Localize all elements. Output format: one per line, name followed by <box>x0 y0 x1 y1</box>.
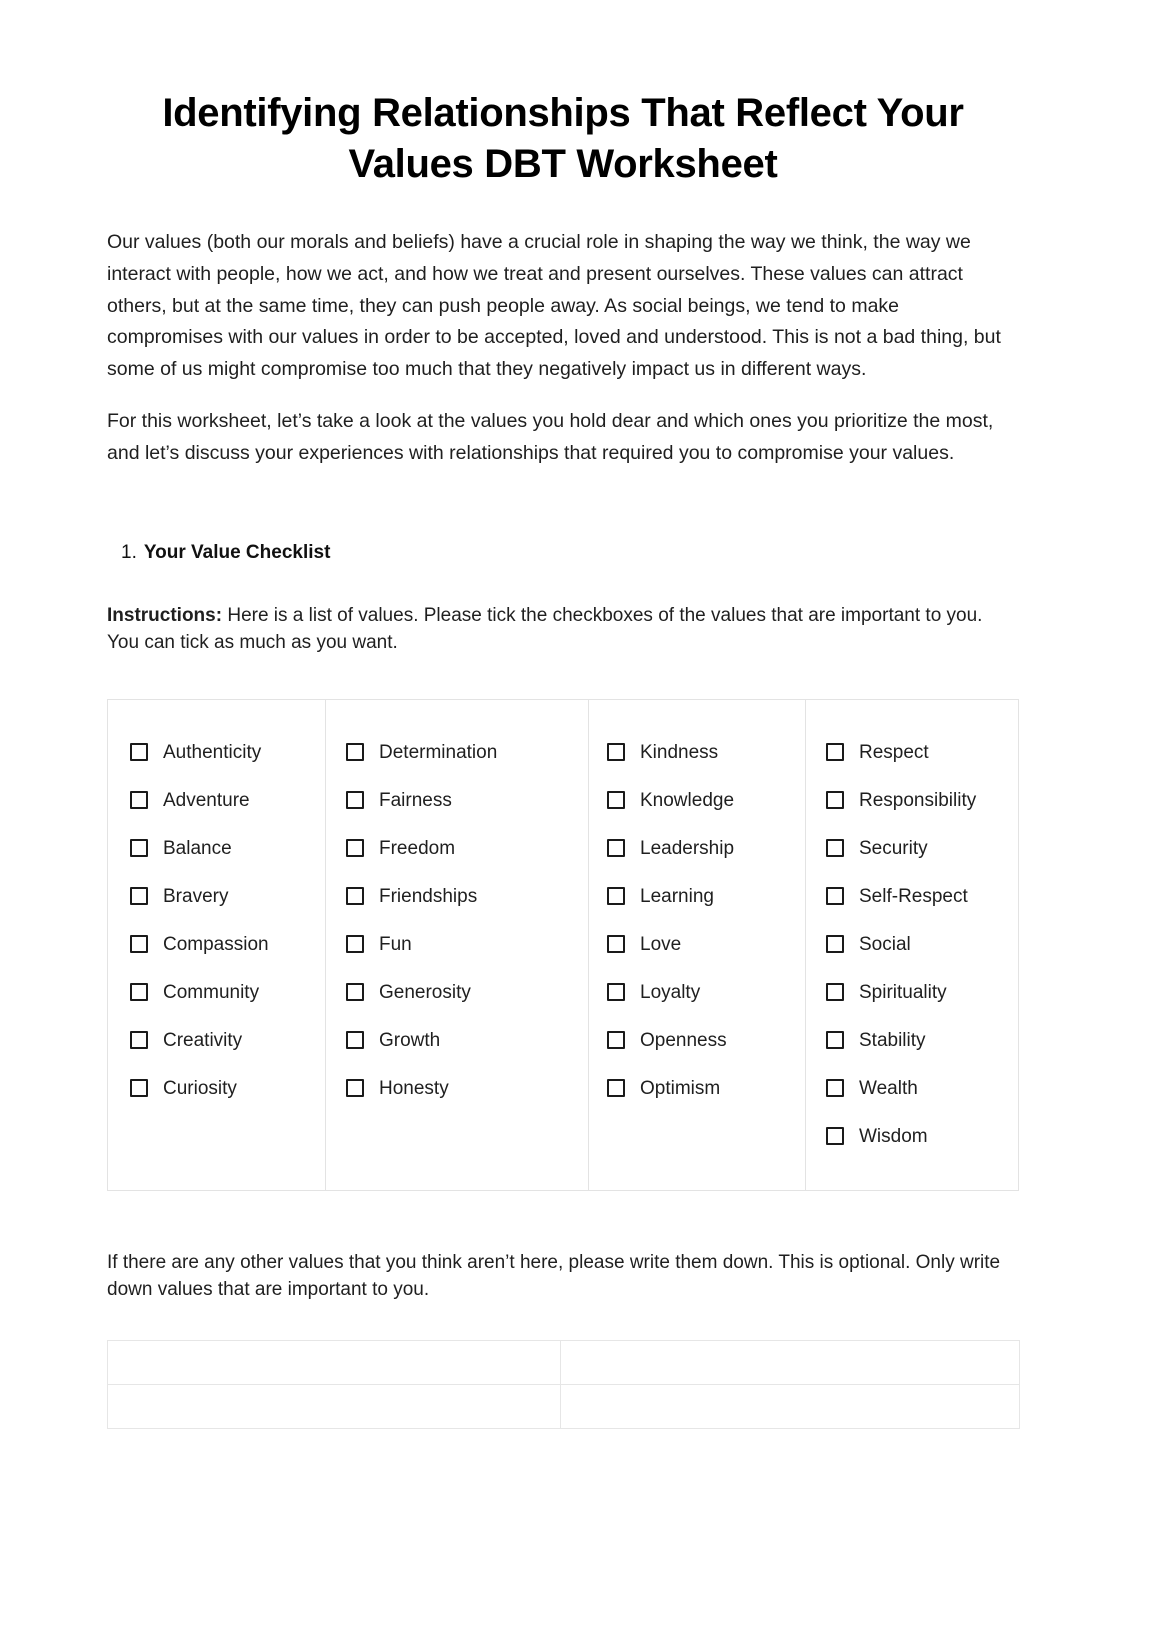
checkbox-icon[interactable] <box>607 887 625 905</box>
checkbox-icon[interactable] <box>607 1079 625 1097</box>
value-label: Honesty <box>379 1077 449 1099</box>
checkbox-icon[interactable] <box>130 887 148 905</box>
value-label: Community <box>163 981 260 1003</box>
list-item[interactable] <box>806 824 1020 872</box>
checkbox-icon[interactable] <box>826 983 844 1001</box>
value-label: Generosity <box>379 981 471 1003</box>
value-label: Fun <box>379 933 412 955</box>
value-label: Knowledge <box>640 789 735 811</box>
value-label: Friendships <box>379 885 478 907</box>
value-label: Spirituality <box>859 981 947 1003</box>
list-item[interactable] <box>108 728 325 776</box>
value-label: Kindness <box>640 741 719 763</box>
checklist-column-2 <box>326 700 589 1190</box>
list-item[interactable] <box>806 776 1020 824</box>
closing-note: If there are any other values that you think aren’t here, please write them down. This is optional. Only write down values that are important to you. <box>107 1252 1001 1301</box>
list-item[interactable] <box>589 1064 805 1112</box>
instructions-text: Here is a list of values. Please tick the checkboxes of the values that are important to you. You can tick as much as you want. <box>107 605 983 654</box>
checkbox-icon[interactable] <box>607 791 625 809</box>
list-item[interactable] <box>108 1016 325 1064</box>
list-item[interactable] <box>326 872 588 920</box>
list-item[interactable] <box>589 920 805 968</box>
value-label: Fairness <box>379 789 452 811</box>
other-value-cell[interactable] <box>561 1385 1020 1429</box>
page-title: Identifying Relationships That Reflect Your Values DBT Worksheet <box>162 91 964 187</box>
list-item[interactable] <box>806 968 1020 1016</box>
list-item[interactable] <box>589 824 805 872</box>
list-item[interactable] <box>806 1112 1020 1160</box>
list-item[interactable] <box>108 968 325 1016</box>
list-item[interactable] <box>108 1064 325 1112</box>
value-label: Loyalty <box>640 981 701 1003</box>
checkbox-icon[interactable] <box>346 1079 364 1097</box>
list-item[interactable] <box>589 1016 805 1064</box>
checkbox-icon[interactable] <box>130 791 148 809</box>
checkbox-icon[interactable] <box>607 935 625 953</box>
instructions-label: Instructions: <box>107 605 223 627</box>
checkbox-icon[interactable] <box>346 983 364 1001</box>
checkbox-icon[interactable] <box>130 983 148 1001</box>
list-item[interactable] <box>589 776 805 824</box>
intro-paragraph-1: Our values (both our morals and beliefs) have a crucial role in shaping the way we think, the way we interact with people, how we act, and how we treat and present ourselves. These values can attract others, but at the same time, they can push people away. As social beings, we tend to make compromises with our values in order to be accepted, loved and understood. This is not a bad thing, but some of us might compromise too much that they negatively impact us in different ways. <box>107 231 1001 380</box>
list-item[interactable] <box>326 1064 588 1112</box>
checkbox-icon[interactable] <box>130 935 148 953</box>
intro-paragraph-2: For this worksheet, let’s take a look at the values you hold dear and which ones you prioritize the most, and let’s discuss your experiences with relationships that required you to compromise your values. <box>107 410 994 464</box>
list-item[interactable] <box>806 1016 1020 1064</box>
value-label: Freedom <box>379 837 456 859</box>
value-label: Compassion <box>163 933 269 955</box>
value-label: Authenticity <box>163 741 262 763</box>
table-row <box>108 1341 1020 1385</box>
list-item[interactable] <box>326 728 588 776</box>
value-label: Openness <box>640 1029 727 1051</box>
list-item[interactable] <box>326 776 588 824</box>
list-item[interactable] <box>806 1064 1020 1112</box>
list-item[interactable] <box>108 776 325 824</box>
value-label: Learning <box>640 885 714 907</box>
value-label: Security <box>859 837 928 859</box>
value-label: Optimism <box>640 1077 721 1099</box>
value-label: Stability <box>859 1029 926 1051</box>
checkbox-icon[interactable] <box>826 935 844 953</box>
checkbox-icon[interactable] <box>607 983 625 1001</box>
document-content <box>107 0 1019 1429</box>
list-item[interactable] <box>589 872 805 920</box>
list-item[interactable] <box>326 824 588 872</box>
checkbox-icon[interactable] <box>130 839 148 857</box>
value-label: Curiosity <box>163 1077 237 1099</box>
section-title: Your Value Checklist <box>143 542 331 564</box>
checkbox-icon[interactable] <box>826 791 844 809</box>
value-label: Bravery <box>163 885 229 907</box>
checklist-column-4 <box>806 700 1020 1190</box>
table-row <box>108 1385 1020 1429</box>
checkbox-icon[interactable] <box>130 743 148 761</box>
other-value-cell[interactable] <box>561 1341 1020 1385</box>
value-checklist-grid <box>107 699 1019 1191</box>
checklist-column-1 <box>108 700 326 1190</box>
checkbox-icon[interactable] <box>346 1031 364 1049</box>
list-item[interactable] <box>806 728 1020 776</box>
list-item[interactable] <box>108 872 325 920</box>
instructions-paragraph <box>107 583 1019 657</box>
value-label: Love <box>640 933 682 955</box>
checkbox-icon[interactable] <box>826 743 844 761</box>
value-label: Adventure <box>163 789 250 811</box>
checkbox-icon[interactable] <box>826 1079 844 1097</box>
list-item[interactable] <box>326 1016 588 1064</box>
list-item[interactable] <box>589 968 805 1016</box>
other-value-cell[interactable] <box>108 1341 561 1385</box>
section-number: 1. <box>121 542 137 564</box>
value-label: Balance <box>163 837 232 859</box>
section-heading <box>107 469 1019 564</box>
value-label: Determination <box>379 741 498 763</box>
value-label: Responsibility <box>859 789 977 811</box>
list-item[interactable] <box>326 920 588 968</box>
other-value-cell[interactable] <box>108 1385 561 1429</box>
value-label: Growth <box>379 1029 441 1051</box>
checkbox-icon[interactable] <box>607 839 625 857</box>
list-item[interactable] <box>806 920 1020 968</box>
value-label: Creativity <box>163 1029 243 1051</box>
checkbox-icon[interactable] <box>826 1031 844 1049</box>
list-item[interactable] <box>108 920 325 968</box>
value-label: Leadership <box>640 837 735 859</box>
checkbox-icon[interactable] <box>346 743 364 761</box>
checkbox-icon[interactable] <box>346 839 364 857</box>
checkbox-icon[interactable] <box>130 1031 148 1049</box>
checkbox-icon[interactable] <box>826 887 844 905</box>
list-item[interactable] <box>806 872 1020 920</box>
value-label: Wisdom <box>859 1125 928 1147</box>
value-label: Self-Respect <box>859 885 968 907</box>
checkbox-icon[interactable] <box>346 935 364 953</box>
value-label: Wealth <box>859 1077 918 1099</box>
checklist-column-3 <box>589 700 806 1190</box>
list-item[interactable] <box>589 728 805 776</box>
value-label: Respect <box>859 741 929 763</box>
checkbox-icon[interactable] <box>607 1031 625 1049</box>
list-item[interactable] <box>326 968 588 1016</box>
checkbox-icon[interactable] <box>607 743 625 761</box>
value-label: Social <box>859 933 911 955</box>
list-item[interactable] <box>108 824 325 872</box>
other-values-table <box>107 1340 1020 1429</box>
checkbox-icon[interactable] <box>826 839 844 857</box>
checkbox-icon[interactable] <box>346 887 364 905</box>
checkbox-icon[interactable] <box>826 1127 844 1145</box>
checkbox-icon[interactable] <box>130 1079 148 1097</box>
checkbox-icon[interactable] <box>346 791 364 809</box>
